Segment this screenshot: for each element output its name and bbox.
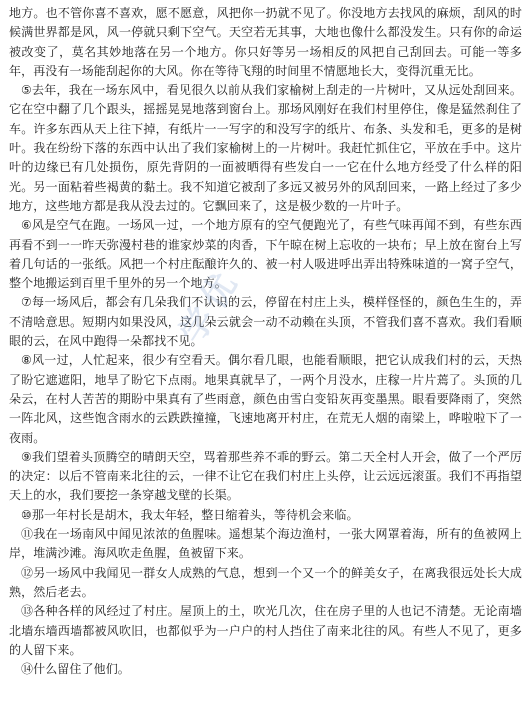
paragraph-11: ⑪我在一场南风中闻见浓浓的鱼腥味。遥想某个海边渔村，一张大网罩着海，所有的鱼被网上岸，堆满沙滩。海风吹走鱼腥，鱼被留下来。 [9, 527, 522, 561]
paragraph-5: ⑤去年，我在一场东风中，看见很久以前从我们家榆树上刮走的一片树叶，又从远处刮回来。它在空中翻了几个跟头，摇摇晃晃地落到窗台上。那场风刚好在我们村里停住，像是猛然刹住了车。许多东西从天上往下掉，有纸片一一写字的和没写字的纸片、布条、头发和毛，更多的是树叶。我在纷纷下落的东西中认出了我们家榆树上的一片树叶。我赶忙抓住它，平放在手中。这片叶的边缘已有几处损伤，原先背阴的一面被晒得有些发白一一它在什么地方经受了什么样的阳光。另一面粘着些褐黄的黏土。我不知道它被刮了多远又被另外的风刮回来，一路上经过了多少地方，这些地方都是我从没去过的。它飘回来了，这是极少数的一片叶子。 [9, 83, 522, 213]
paragraph-7: ⑦每一场风后，都会有几朵我们不认识的云，停留在村庄上头，模样怪怪的，颜色生生的，弄不清啥意思。短期内如果没风，这几朵云就会一动不动赖在头顶，不管我们喜不喜欢。我们看顺眼的云，在风中跑得一朵都找不见。 [9, 295, 522, 349]
watermark: 学优 [171, 261, 249, 351]
paragraph-8: ⑧风一过，人忙起来，很少有空看天。偶尔看几眼，也能看顺眼，把它认成我们村的云，天热了盼它遮遮阳，地旱了盼它下点雨。地果真就旱了，一两个月没水，庄稼一片片蔫了。头顶的几朵云，在村人苦苦的期盼中果真有了些雨意，颜色由雪白变铅灰再变墨黑。眼看要降雨了，突然一阵北风，这些饱含雨水的云跌跌撞撞，飞速地离开村庄，在荒无人烟的南梁上，哗啦啦下了一夜雨。 [9, 353, 522, 445]
paragraph-9: ⑨我们望着头顶腾空的晴朗天空，骂着那些养不乖的野云。第二天全村人开会，做了一个严厉的决定：以后不管南来北往的云，一律不让它在我们村庄上头停，让云远远滚蛋。我们不再指望天上的水，我们要挖一条穿越戈壁的长渠。 [9, 449, 522, 503]
paragraph-13: ⑬各种各样的风经过了村庄。屋顶上的土，吹光几次，住在房子里的人也记不清楚。无论南墙北墙东墙西墙都被风吹旧，也都似乎为一户户的村人挡住了南来北往的风。有些人不见了，更多的人留下来。 [9, 604, 522, 657]
paragraph-10: ⑩那一年村长是胡木，我太年轻，整日缩着头，等待机会来临。 [21, 507, 359, 522]
paragraph-4-continued: 地方。也不管你喜不喜欢，愿不愿意，风把你一扔就不见了。你没地方去找风的麻烦，刮风的时候满世界都是风，风一停就只剩下空气。天空若无其事，大地也像什么都没发生。只有你的命运被改变了，莫名其妙地落在另一个地方。你只好等另一场相反的风把自己刮回去。可能一等多年，再没有一场能刮起你的大风。你在等待飞翔的时间里不情愿地长大，变得沉重无比。 [9, 6, 522, 78]
paragraph-14: ⑭什么留住了他们。 [21, 662, 130, 677]
paragraph-12: ⑫另一场风中我闻见一群女人成熟的气息，想到一个又一个的鲜美女子，在离我很远处长大成熟，然后老去。 [9, 565, 522, 599]
paragraph-6: ⑥风是空气在跑。一场风一过，一个地方原有的空气便跑光了，有些气味再闻不到，有些东西再看不到一一昨天弥漫村巷的谁家炒菜的肉香，下午晾在树上忘收的一块布；早上放在窗台上写着几句话的一张纸。风把一个村庄酝酿许久的、被一村人吸进呼出弄出特殊味道的一窝子空气，整个地搬运到百里千里外的另一个地方。 [9, 218, 522, 291]
